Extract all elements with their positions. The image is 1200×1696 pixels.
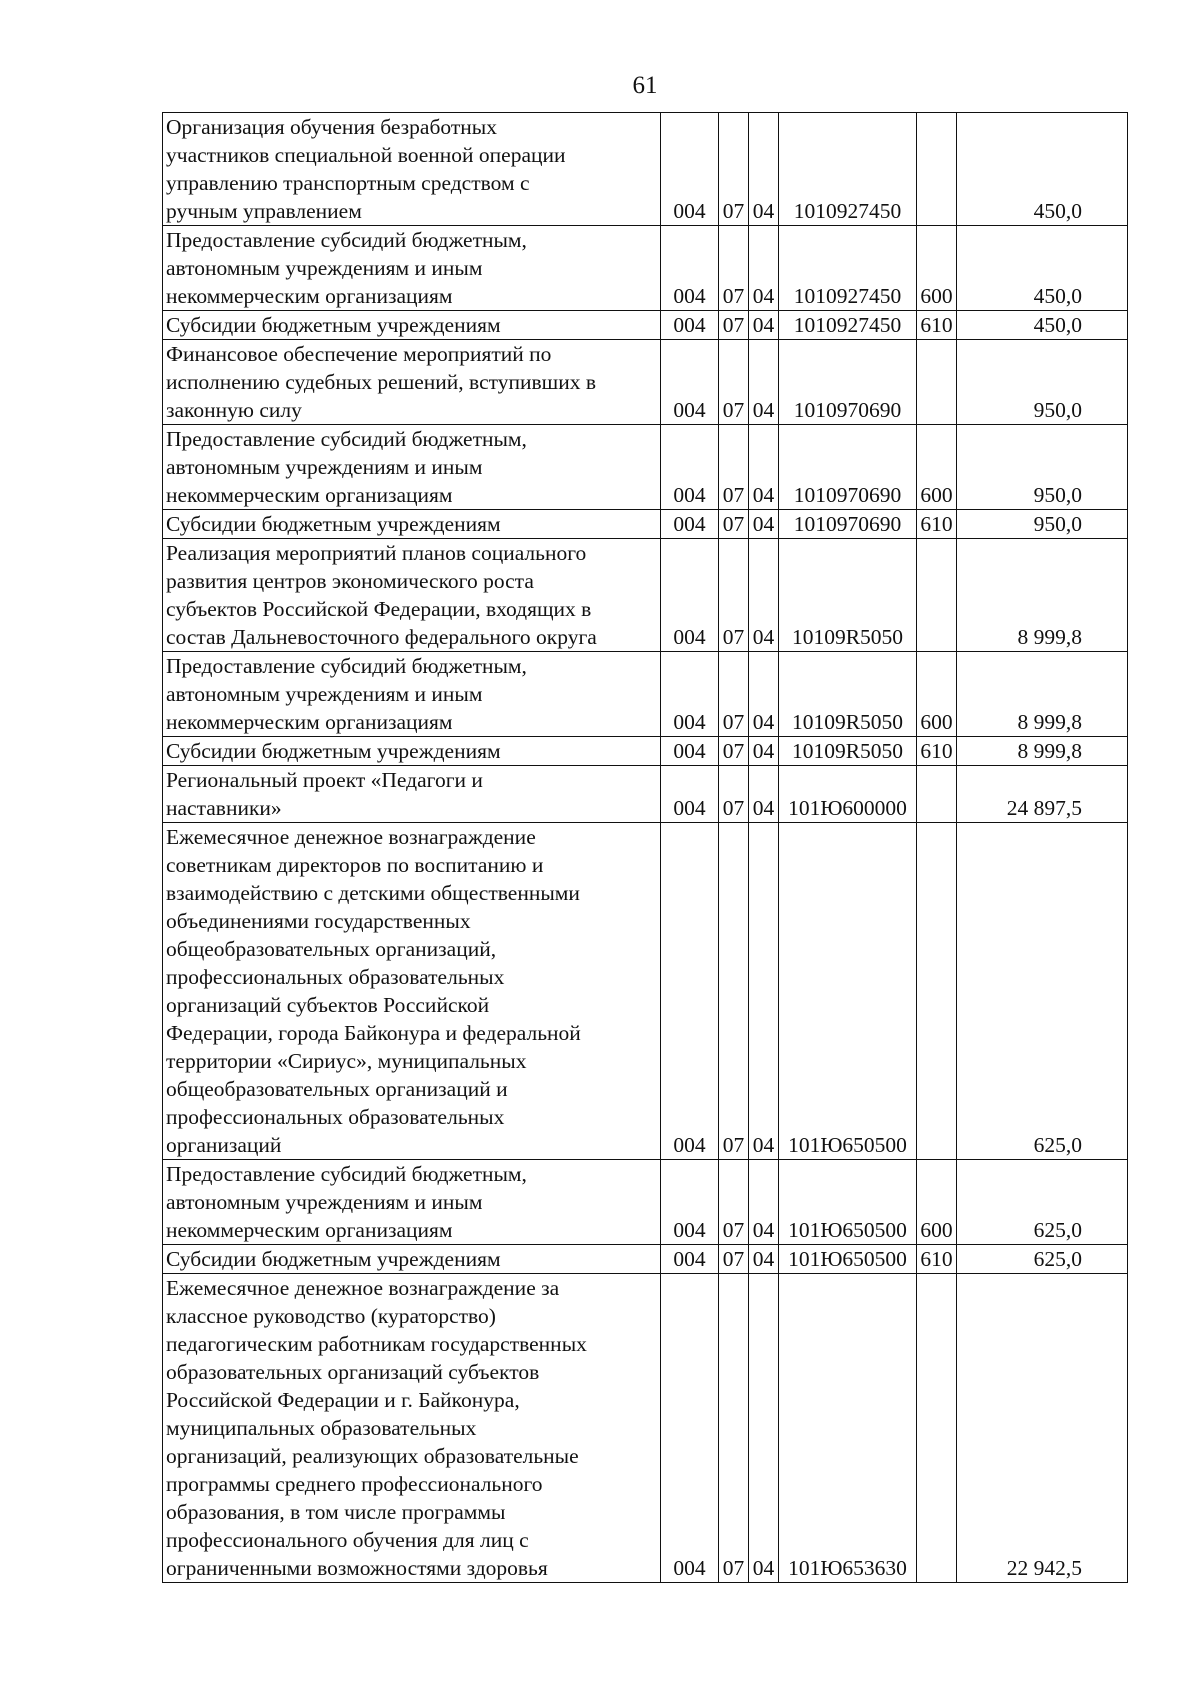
section-code-cell: 07 bbox=[719, 311, 749, 340]
amount-cell: 950,0 bbox=[957, 510, 1128, 539]
amount-cell: 950,0 bbox=[957, 425, 1128, 510]
amount-cell: 22 942,5 bbox=[957, 1274, 1128, 1583]
target-article-code-cell: 10109R5050 bbox=[779, 539, 917, 652]
section-code-cell: 07 bbox=[719, 113, 749, 226]
subsection-code-cell: 04 bbox=[749, 340, 779, 425]
table-row bbox=[163, 340, 1128, 425]
subsection-code-cell: 04 bbox=[749, 1160, 779, 1245]
expense-type-code-cell: 600 bbox=[917, 1160, 957, 1245]
amount-cell: 625,0 bbox=[957, 1160, 1128, 1245]
subsection-code-cell: 04 bbox=[749, 425, 779, 510]
grbs-code-cell: 004 bbox=[661, 766, 719, 823]
subsection-code-cell: 04 bbox=[749, 113, 779, 226]
section-code-cell: 07 bbox=[719, 1160, 749, 1245]
target-article-code-cell: 101Ю600000 bbox=[779, 766, 917, 823]
subsection-code-cell: 04 bbox=[749, 652, 779, 737]
amount-cell: 950,0 bbox=[957, 340, 1128, 425]
target-article-code-cell: 101Ю653630 bbox=[779, 1274, 917, 1583]
target-article-code-cell: 1010970690 bbox=[779, 425, 917, 510]
grbs-code-cell: 004 bbox=[661, 1274, 719, 1583]
table-row bbox=[163, 113, 1128, 226]
row-name-cell: Предоставление субсидий бюджетным, автономным учреждениям и иным некоммерческим организациям bbox=[163, 652, 661, 737]
grbs-code-cell: 004 bbox=[661, 340, 719, 425]
row-name-cell: Субсидии бюджетным учреждениям bbox=[163, 1245, 661, 1274]
expense-type-code-cell: 600 bbox=[917, 652, 957, 737]
row-name-cell: Реализация мероприятий планов социального развития центров экономического роста субъектов Российской Федерации, входящих в состав Дальневосточного федерального округа bbox=[163, 539, 661, 652]
subsection-code-cell: 04 bbox=[749, 539, 779, 652]
row-name-cell: Субсидии бюджетным учреждениям bbox=[163, 510, 661, 539]
expense-type-code-cell bbox=[917, 766, 957, 823]
expense-type-code-cell bbox=[917, 340, 957, 425]
table-row bbox=[163, 766, 1128, 823]
amount-cell: 8 999,8 bbox=[957, 652, 1128, 737]
section-code-cell: 07 bbox=[719, 340, 749, 425]
expense-type-code-cell: 600 bbox=[917, 226, 957, 311]
amount-cell: 450,0 bbox=[957, 311, 1128, 340]
subsection-code-cell: 04 bbox=[749, 1274, 779, 1583]
table-row bbox=[163, 1245, 1128, 1274]
grbs-code-cell: 004 bbox=[661, 113, 719, 226]
table-row bbox=[163, 737, 1128, 766]
target-article-code-cell: 10109R5050 bbox=[779, 652, 917, 737]
subsection-code-cell: 04 bbox=[749, 311, 779, 340]
grbs-code-cell: 004 bbox=[661, 539, 719, 652]
amount-cell: 625,0 bbox=[957, 1245, 1128, 1274]
grbs-code-cell: 004 bbox=[661, 425, 719, 510]
section-code-cell: 07 bbox=[719, 425, 749, 510]
target-article-code-cell: 101Ю650500 bbox=[779, 823, 917, 1160]
table-row bbox=[163, 539, 1128, 652]
amount-cell: 8 999,8 bbox=[957, 737, 1128, 766]
row-name-cell: Ежемесячное денежное вознаграждение советникам директоров по воспитанию и взаимодействию с детскими общественными объединениями государственных общеобразовательных организаций, профессиональных образовательных организаций субъектов Российской Федерации, города Байконура и федеральной территории «Сириус», муниципальных общеобразовательных организаций и профессиональных образовательных организаций bbox=[163, 823, 661, 1160]
table-row bbox=[163, 1160, 1128, 1245]
row-name-cell: Ежемесячное денежное вознаграждение за классное руководство (кураторство) педагогическим работникам государственных образовательных организаций субъектов Российской Федерации и г. Байконура, муниципальных образовательных организаций, реализующих образовательные программы среднего профессионального образования, в том числе программы профессионального обучения для лиц с ограниченными возможностями здоровья bbox=[163, 1274, 661, 1583]
expense-type-code-cell: 600 bbox=[917, 425, 957, 510]
grbs-code-cell: 004 bbox=[661, 311, 719, 340]
table-row bbox=[163, 1274, 1128, 1583]
grbs-code-cell: 004 bbox=[661, 737, 719, 766]
section-code-cell: 07 bbox=[719, 1274, 749, 1583]
table-row bbox=[163, 510, 1128, 539]
row-name-cell: Финансовое обеспечение мероприятий по исполнению судебных решений, вступивших в законную силу bbox=[163, 340, 661, 425]
table-row bbox=[163, 311, 1128, 340]
subsection-code-cell: 04 bbox=[749, 1245, 779, 1274]
grbs-code-cell: 004 bbox=[661, 652, 719, 737]
grbs-code-cell: 004 bbox=[661, 226, 719, 311]
target-article-code-cell: 101Ю650500 bbox=[779, 1245, 917, 1274]
section-code-cell: 07 bbox=[719, 1245, 749, 1274]
expense-type-code-cell: 610 bbox=[917, 1245, 957, 1274]
target-article-code-cell: 1010927450 bbox=[779, 113, 917, 226]
grbs-code-cell: 004 bbox=[661, 510, 719, 539]
table-row bbox=[163, 823, 1128, 1160]
expense-type-code-cell: 610 bbox=[917, 737, 957, 766]
expense-type-code-cell bbox=[917, 1274, 957, 1583]
section-code-cell: 07 bbox=[719, 652, 749, 737]
expense-type-code-cell: 610 bbox=[917, 311, 957, 340]
row-name-cell: Региональный проект «Педагоги и наставники» bbox=[163, 766, 661, 823]
target-article-code-cell: 1010927450 bbox=[779, 226, 917, 311]
subsection-code-cell: 04 bbox=[749, 737, 779, 766]
grbs-code-cell: 004 bbox=[661, 1245, 719, 1274]
table-row bbox=[163, 425, 1128, 510]
expense-type-code-cell bbox=[917, 539, 957, 652]
table-row bbox=[163, 226, 1128, 311]
section-code-cell: 07 bbox=[719, 510, 749, 539]
table-row bbox=[163, 652, 1128, 737]
target-article-code-cell: 1010927450 bbox=[779, 311, 917, 340]
row-name-cell: Предоставление субсидий бюджетным, автономным учреждениям и иным некоммерческим организациям bbox=[163, 226, 661, 311]
target-article-code-cell: 1010970690 bbox=[779, 510, 917, 539]
table-body bbox=[163, 113, 1128, 1583]
subsection-code-cell: 04 bbox=[749, 823, 779, 1160]
section-code-cell: 07 bbox=[719, 737, 749, 766]
row-name-cell: Субсидии бюджетным учреждениям bbox=[163, 737, 661, 766]
target-article-code-cell: 10109R5050 bbox=[779, 737, 917, 766]
section-code-cell: 07 bbox=[719, 226, 749, 311]
amount-cell: 450,0 bbox=[957, 226, 1128, 311]
expense-type-code-cell bbox=[917, 113, 957, 226]
amount-cell: 625,0 bbox=[957, 823, 1128, 1160]
subsection-code-cell: 04 bbox=[749, 226, 779, 311]
section-code-cell: 07 bbox=[719, 823, 749, 1160]
amount-cell: 450,0 bbox=[957, 113, 1128, 226]
page-number: 61 bbox=[632, 72, 658, 99]
row-name-cell: Предоставление субсидий бюджетным, автономным учреждениям и иным некоммерческим организациям bbox=[163, 1160, 661, 1245]
target-article-code-cell: 1010970690 bbox=[779, 340, 917, 425]
section-code-cell: 07 bbox=[719, 766, 749, 823]
grbs-code-cell: 004 bbox=[661, 1160, 719, 1245]
grbs-code-cell: 004 bbox=[661, 823, 719, 1160]
row-name-cell: Субсидии бюджетным учреждениям bbox=[163, 311, 661, 340]
section-code-cell: 07 bbox=[719, 539, 749, 652]
expense-type-code-cell: 610 bbox=[917, 510, 957, 539]
budget-table bbox=[162, 112, 1128, 1583]
expense-type-code-cell bbox=[917, 823, 957, 1160]
row-name-cell: Организация обучения безработных участников специальной военной операции управлению транспортным средством с ручным управлением bbox=[163, 113, 661, 226]
row-name-cell: Предоставление субсидий бюджетным, автономным учреждениям и иным некоммерческим организациям bbox=[163, 425, 661, 510]
target-article-code-cell: 101Ю650500 bbox=[779, 1160, 917, 1245]
subsection-code-cell: 04 bbox=[749, 510, 779, 539]
amount-cell: 24 897,5 bbox=[957, 766, 1128, 823]
subsection-code-cell: 04 bbox=[749, 766, 779, 823]
amount-cell: 8 999,8 bbox=[957, 539, 1128, 652]
